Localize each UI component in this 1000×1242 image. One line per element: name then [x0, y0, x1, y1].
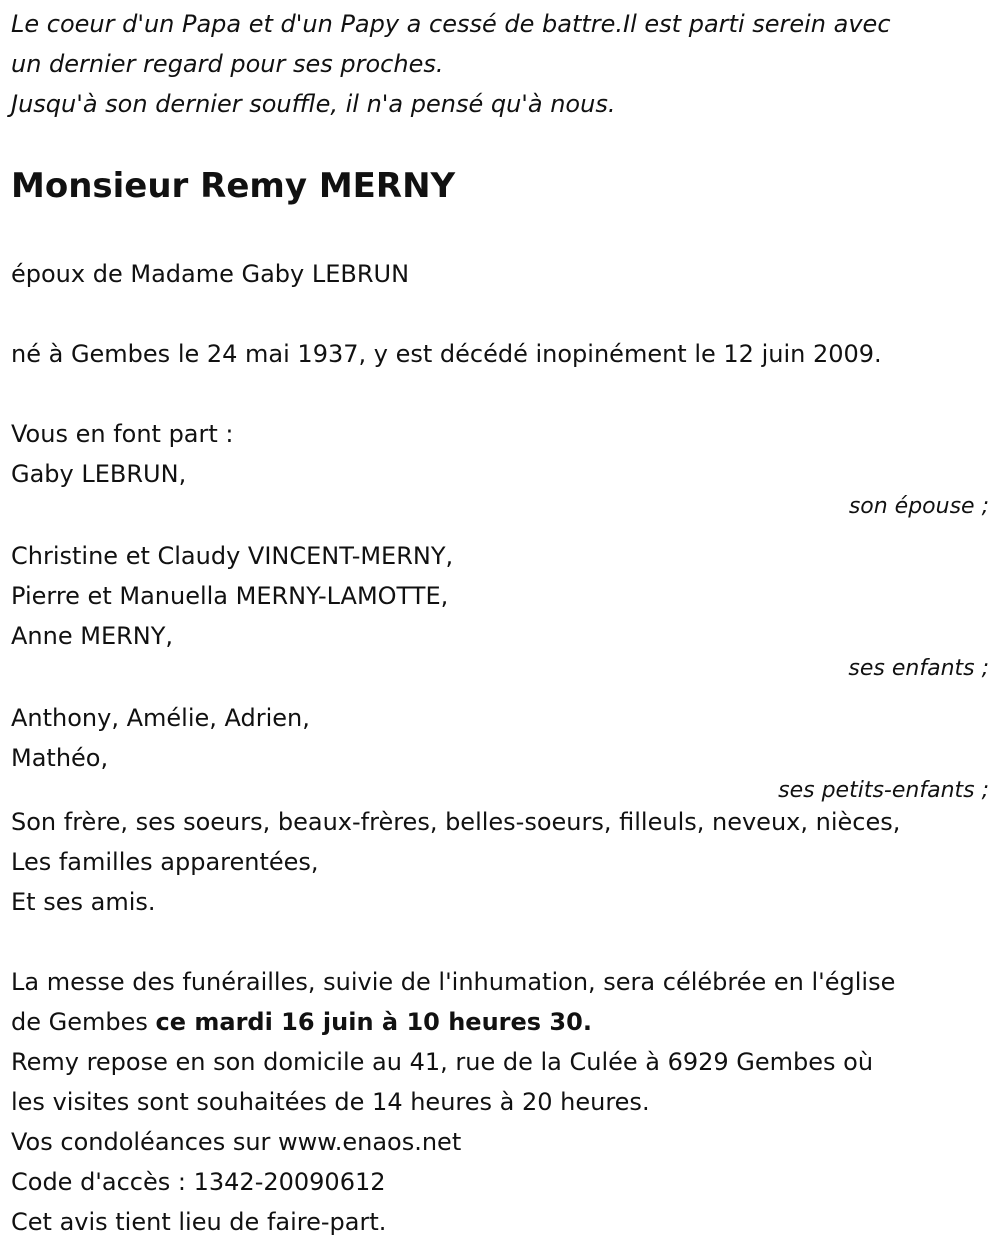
family-section — [11, 414, 991, 922]
spouse-role: son épouse ; — [848, 494, 989, 519]
funeral-location-text: de Gembes — [11, 1008, 156, 1036]
other-family-line: Les familles apparentées, — [11, 848, 319, 876]
spouse-name: Gaby LEBRUN, — [11, 460, 187, 488]
funeral-line: La messe des funérailles, suivie de l'inhumation, sera célébrée en l'église — [11, 968, 896, 996]
funeral-date-text: ce mardi 16 juin à 10 heures 30. — [155, 1008, 592, 1036]
grandchildren-role: ses petits-enfants ; — [778, 778, 989, 803]
birth-death-line: né à Gembes le 24 mai 1937, y est décédé inopinément le 12 juin 2009. — [11, 340, 882, 368]
grandchild-name: Anthony, Amélie, Adrien, — [11, 704, 310, 732]
child-name: Pierre et Manuella MERNY-LAMOTTE, — [11, 582, 449, 610]
spouse-line: époux de Madame Gaby LEBRUN — [11, 260, 410, 288]
intro-line: un dernier regard pour ses proches. — [11, 50, 444, 78]
closing-line: Cet avis tient lieu de faire-part. — [11, 1208, 387, 1236]
condolences-line: Vos condoléances sur www.enaos.net — [11, 1128, 462, 1156]
access-code-line: Code d'accès : 1342-20090612 — [11, 1168, 386, 1196]
other-family-line: Son frère, ses soeurs, beaux-frères, belles-soeurs, filleuls, neveux, nièces, — [11, 808, 901, 836]
children-role: ses enfants ; — [848, 656, 989, 681]
funeral-line: Remy repose en son domicile au 41, rue de la Culée à 6929 Gembes où — [11, 1048, 874, 1076]
announce-label: Vous en font part : — [11, 420, 234, 448]
funeral-line: les visites sont souhaitées de 14 heures à 20 heures. — [11, 1088, 650, 1116]
child-name: Christine et Claudy VINCENT-MERNY, — [11, 542, 454, 570]
deceased-name: Monsieur Remy MERNY — [11, 166, 456, 206]
funeral-info — [11, 962, 991, 1242]
intro-text — [11, 4, 991, 124]
grandchild-name: Mathéo, — [11, 744, 109, 772]
other-family-line: Et ses amis. — [11, 888, 156, 916]
child-name: Anne MERNY, — [11, 622, 174, 650]
intro-line: Jusqu'à son dernier souffle, il n'a pensé qu'à nous. — [11, 90, 616, 118]
funeral-date-line — [11, 1002, 991, 1042]
obituary-notice — [11, 4, 991, 1242]
intro-line: Le coeur d'un Papa et d'un Papy a cessé de battre.Il est parti serein avec — [11, 10, 891, 38]
